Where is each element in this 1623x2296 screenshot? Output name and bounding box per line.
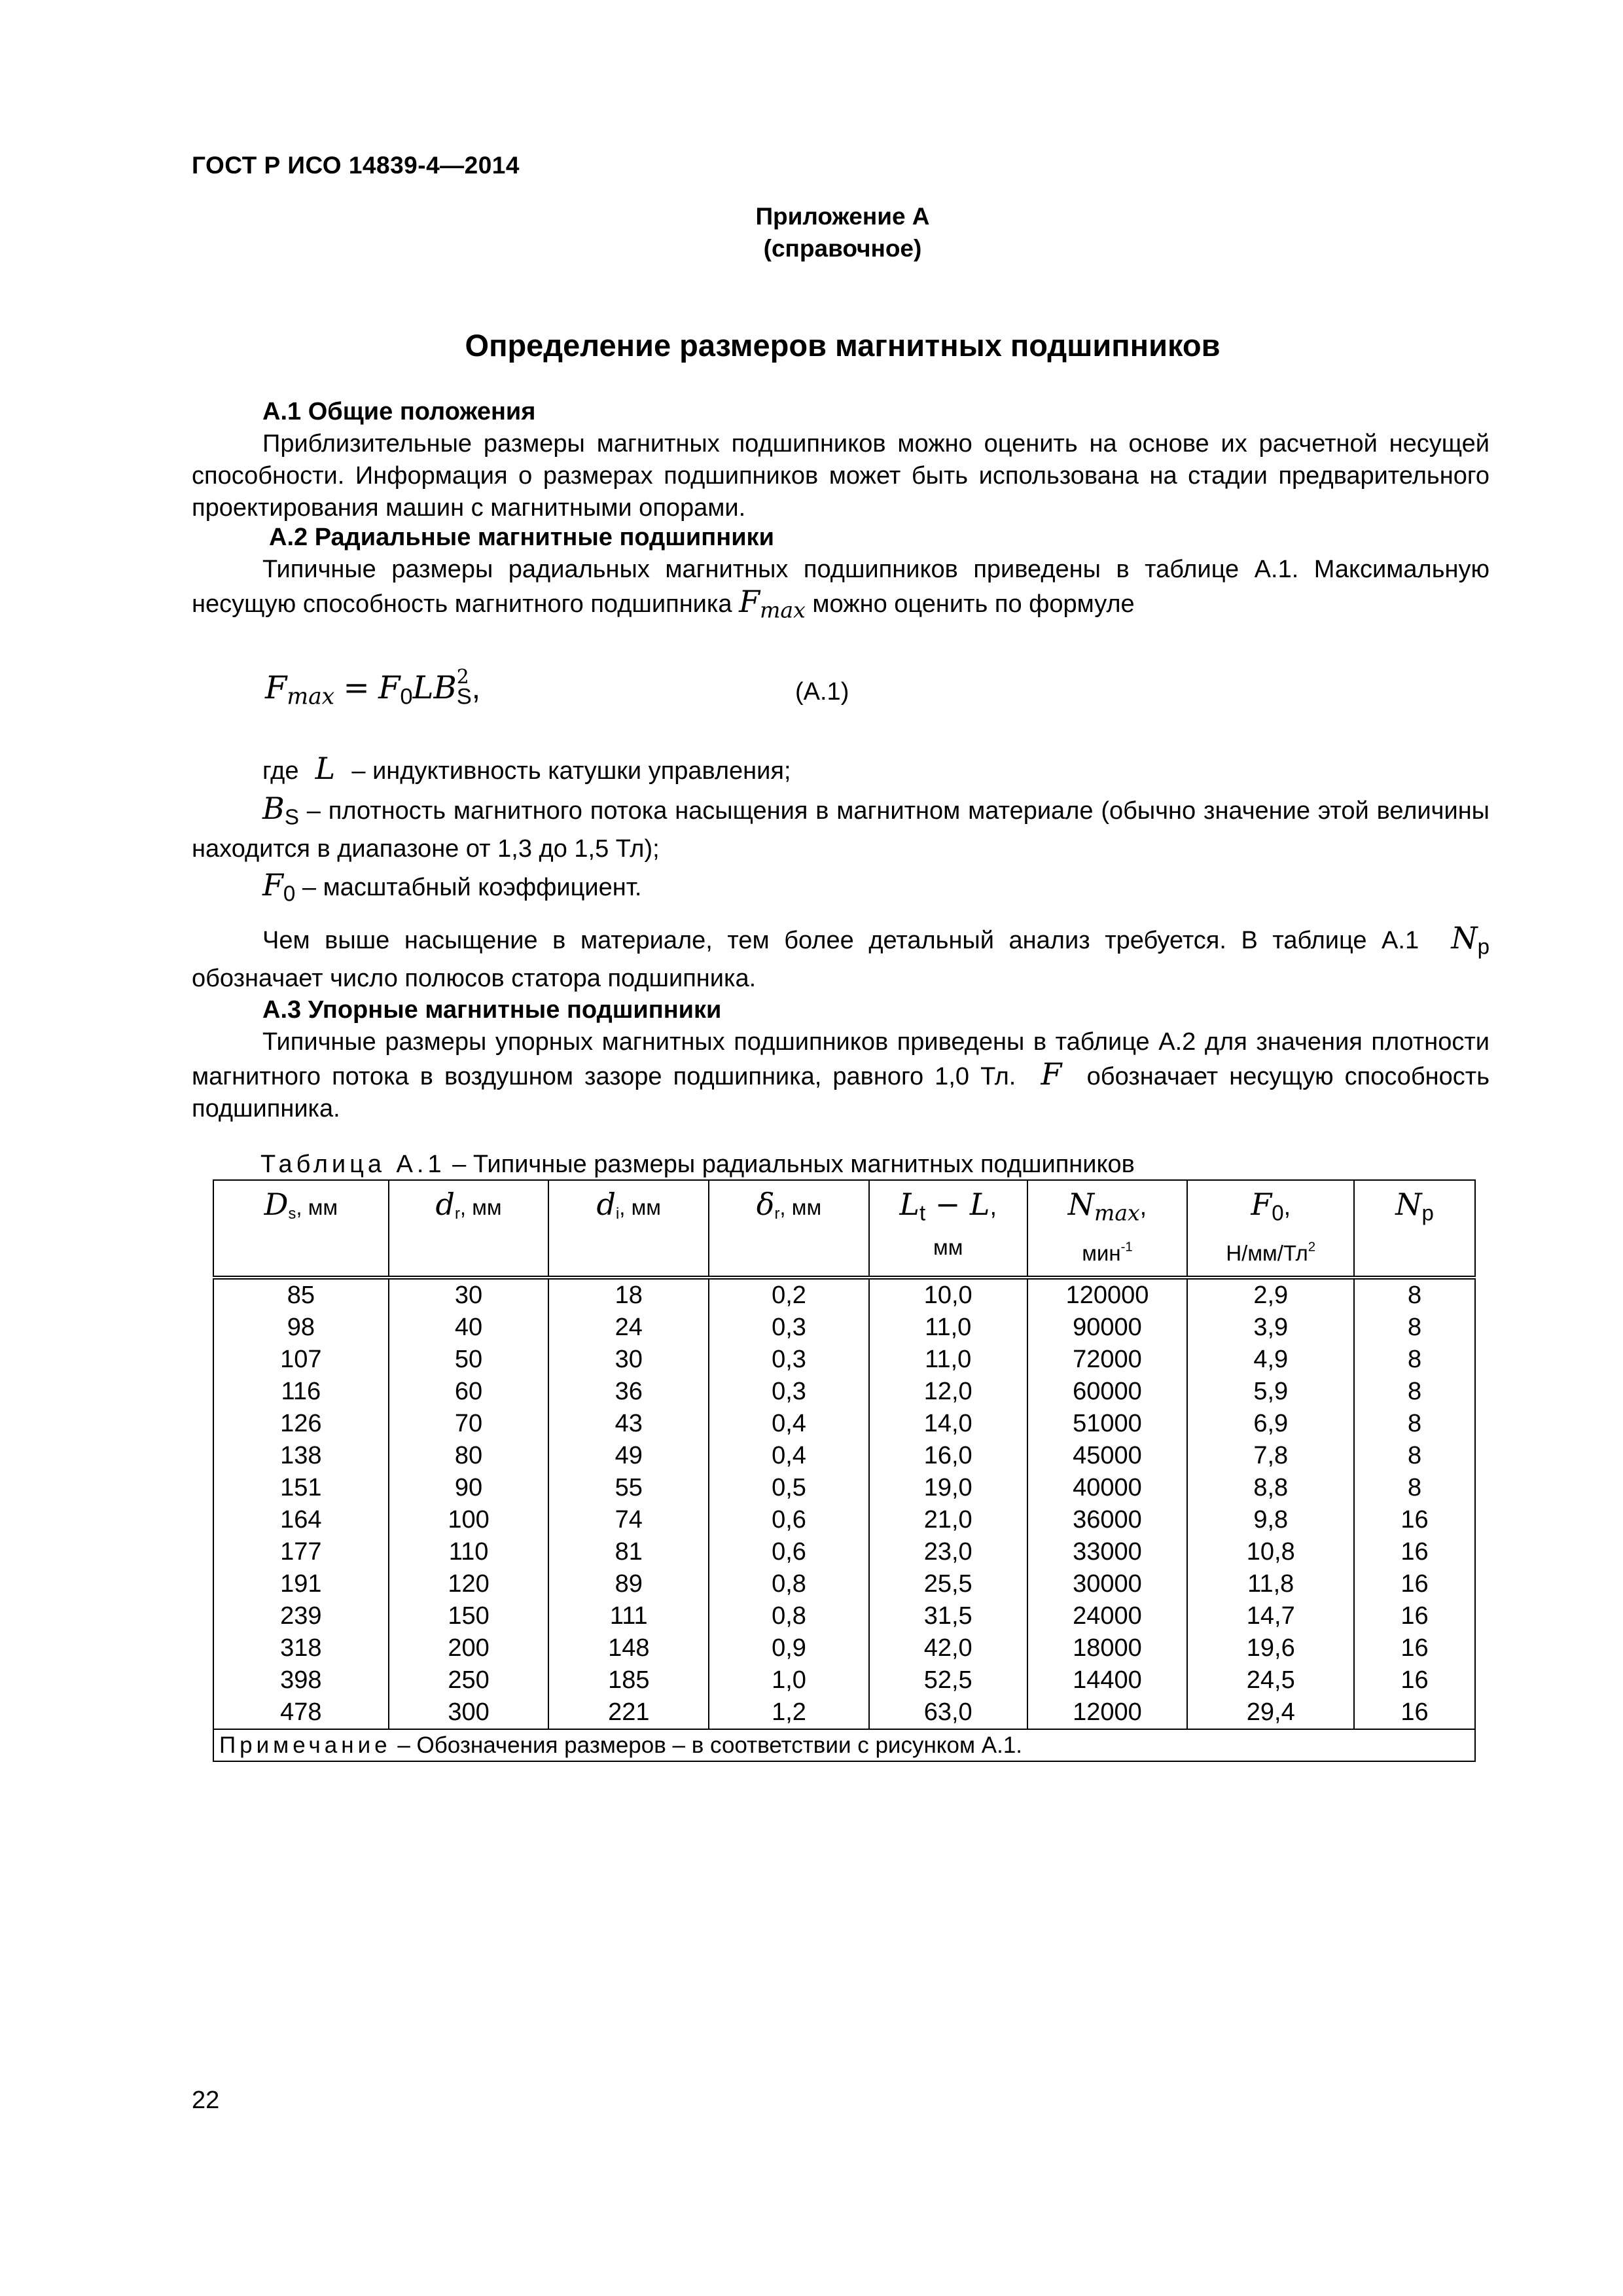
table-cell: 90 <box>389 1472 549 1504</box>
section-a2-text2-after: обозначает число полюсов статора подшипника. <box>192 964 757 992</box>
table-cell: 16 <box>1354 1568 1475 1600</box>
col-ds: $D_s$, мм <box>213 1180 389 1278</box>
table-cell: 0,3 <box>709 1312 869 1344</box>
table-cell: 0,8 <box>709 1600 869 1632</box>
table-cell: 21,0 <box>869 1504 1027 1536</box>
table-cell: 138 <box>213 1440 389 1472</box>
table-cell: 10,0 <box>869 1278 1027 1312</box>
table-cell: 11,0 <box>869 1344 1027 1376</box>
table-cell: 16 <box>1354 1504 1475 1536</box>
table-cell: 12,0 <box>869 1376 1027 1408</box>
table-cell: 52,5 <box>869 1664 1027 1696</box>
table-cell: 6,9 <box>1187 1408 1354 1440</box>
symbol-Np: $N_p$ <box>1433 920 1489 959</box>
table-cell: 14,0 <box>869 1408 1027 1440</box>
table-cell: 239 <box>213 1600 389 1632</box>
table-cell: 55 <box>548 1472 709 1504</box>
table-header-row <box>213 1180 1475 1278</box>
section-a1 <box>192 396 1489 524</box>
table-cell: 18000 <box>1027 1632 1188 1664</box>
table-cell: 1,0 <box>709 1664 869 1696</box>
table-cell: 42,0 <box>869 1632 1027 1664</box>
def-F0-text: – масштабный коэффициент. <box>302 874 642 902</box>
table-row <box>213 1278 1475 1312</box>
table-cell: 16,0 <box>869 1440 1027 1472</box>
table-body <box>213 1278 1475 1729</box>
col-nmax: Nmax, мин$^{-1}$ <box>1027 1180 1188 1278</box>
appendix-title: Приложение А <box>755 203 930 230</box>
table-row <box>213 1376 1475 1408</box>
table-cell: 398 <box>213 1664 389 1696</box>
table-cell: 250 <box>389 1664 549 1696</box>
table-cell: 72000 <box>1027 1344 1188 1376</box>
table-cell: 29,4 <box>1187 1696 1354 1729</box>
table-cell: 8 <box>1354 1376 1475 1408</box>
table-cell: 0,6 <box>709 1536 869 1568</box>
table-row <box>213 1408 1475 1440</box>
table-cell: 8 <box>1354 1472 1475 1504</box>
table-cell: 0,9 <box>709 1632 869 1664</box>
section-a3-text-after: обозначает несущую способность подшипника. <box>192 1063 1489 1122</box>
table-cell: 10,8 <box>1187 1536 1354 1568</box>
table-cell: 18 <box>548 1278 709 1312</box>
table-cell: 14,7 <box>1187 1600 1354 1632</box>
table-cell: 11,0 <box>869 1312 1027 1344</box>
table-cell: 111 <box>548 1600 709 1632</box>
table-cell: 74 <box>548 1504 709 1536</box>
table-cell: 33000 <box>1027 1536 1188 1568</box>
table-cell: 30 <box>548 1344 709 1376</box>
definitions <box>192 753 1489 995</box>
table-cell: 31,5 <box>869 1600 1027 1632</box>
table-cell: 1,2 <box>709 1696 869 1729</box>
table-row <box>213 1344 1475 1376</box>
table-cell: 36000 <box>1027 1504 1188 1536</box>
table-cell: 0,8 <box>709 1568 869 1600</box>
table-cell: 16 <box>1354 1536 1475 1568</box>
table-cell: 9,8 <box>1187 1504 1354 1536</box>
section-a2-text2-before: Чем выше насыщение в материале, тем более детальный анализ требуется. В таблице А.1 <box>262 926 1419 954</box>
table-cell: 200 <box>389 1632 549 1664</box>
table-cell: 221 <box>548 1696 709 1729</box>
table-cell: 16 <box>1354 1664 1475 1696</box>
table-cell: 43 <box>548 1408 709 1440</box>
table-cell: 0,5 <box>709 1472 869 1504</box>
dimensions-table <box>213 1179 1476 1762</box>
table-cell: 50 <box>389 1344 549 1376</box>
table-cell: 8 <box>1354 1344 1475 1376</box>
table-cell: 0,6 <box>709 1504 869 1536</box>
symbol-Bs: $B_S$ <box>262 791 299 830</box>
table-note-row <box>213 1729 1475 1761</box>
table-note: Примечание – Обозначения размеров – в соответствии с рисунком А.1. <box>213 1729 1475 1761</box>
section-a2-heading: А.2 Радиальные магнитные подшипники <box>269 524 774 551</box>
table-cell: 150 <box>389 1600 549 1632</box>
table-row <box>213 1664 1475 1696</box>
table-cell: 24 <box>548 1312 709 1344</box>
col-np: Np <box>1354 1180 1475 1278</box>
symbol-L: L <box>306 751 345 786</box>
table-cell: 80 <box>389 1440 549 1472</box>
table-cell: 8 <box>1354 1278 1475 1312</box>
col-di: $d_i$, мм <box>548 1180 709 1278</box>
table-cell: 318 <box>213 1632 389 1664</box>
section-a2-text <box>192 554 1489 626</box>
table-row <box>213 1536 1475 1568</box>
table-cell: 0,4 <box>709 1408 869 1440</box>
col-f0: F0, $Н/мм/Тл^2$ <box>1187 1180 1354 1278</box>
table-cell: 185 <box>548 1664 709 1696</box>
table-cell: 151 <box>213 1472 389 1504</box>
table-cell: 23,0 <box>869 1536 1027 1568</box>
table-cell: 100 <box>389 1504 549 1536</box>
def-Bs <box>192 793 1489 865</box>
table-row <box>213 1472 1475 1504</box>
table-cell: 4,9 <box>1187 1344 1354 1376</box>
table-cell: 19,6 <box>1187 1632 1354 1664</box>
table-cell: 36 <box>548 1376 709 1408</box>
table-cell: 14400 <box>1027 1664 1188 1696</box>
table-row <box>213 1632 1475 1664</box>
section-a3-heading: А.3 Упорные магнитные подшипники <box>262 996 722 1024</box>
table-cell: 2,9 <box>1187 1278 1354 1312</box>
table-cell: 19,0 <box>869 1472 1027 1504</box>
standard-designation: ГОСТ Р ИСО 14839-4—2014 <box>192 152 520 179</box>
table-cell: 5,9 <box>1187 1376 1354 1408</box>
table-cell: 60 <box>389 1376 549 1408</box>
table-cell: 148 <box>548 1632 709 1664</box>
table-cell: 40 <box>389 1312 549 1344</box>
symbol-fmax: Fmax <box>739 584 806 623</box>
table-cell: 12000 <box>1027 1696 1188 1729</box>
section-a1-text: Приблизительные размеры магнитных подшипников можно оценить на основе их расчетной несущей способности. Информация о размерах подшипников может быть использована на стадии предварительного проектирования машин с магнитными опорами. <box>192 430 1489 522</box>
table-cell: 8 <box>1354 1312 1475 1344</box>
def-F0 <box>192 869 1489 910</box>
table-cell: 40000 <box>1027 1472 1188 1504</box>
table-cell: 478 <box>213 1696 389 1729</box>
table-cell: 16 <box>1354 1632 1475 1664</box>
table-row <box>213 1600 1475 1632</box>
table-cell: 8,8 <box>1187 1472 1354 1504</box>
section-a1-heading: А.1 Общие положения <box>262 398 536 425</box>
table-row <box>213 1312 1475 1344</box>
table-caption-label: Таблица А.1 <box>260 1151 446 1178</box>
table-cell: 16 <box>1354 1696 1475 1729</box>
table-row <box>213 1696 1475 1729</box>
table-row <box>213 1504 1475 1536</box>
table-cell: 164 <box>213 1504 389 1536</box>
table-cell: 49 <box>548 1440 709 1472</box>
table-cell: 98 <box>213 1312 389 1344</box>
section-a3-text <box>192 1026 1489 1125</box>
table-cell: 120 <box>389 1568 549 1600</box>
table-cell: 8 <box>1354 1440 1475 1472</box>
table-caption <box>260 1151 1135 1179</box>
table-caption-text: – Типичные размеры радиальных магнитных подшипников <box>445 1151 1135 1178</box>
table-cell: 11,8 <box>1187 1568 1354 1600</box>
table-cell: 7,8 <box>1187 1440 1354 1472</box>
table-cell: 90000 <box>1027 1312 1188 1344</box>
col-lt: Lt − L, мм <box>869 1180 1027 1278</box>
where-prefix: где <box>262 757 299 785</box>
table-cell: 110 <box>389 1536 549 1568</box>
table-cell: 126 <box>213 1408 389 1440</box>
symbol-F: F <box>1027 1056 1076 1092</box>
table-cell: 0,3 <box>709 1344 869 1376</box>
def-Bs-text: – плотность магнитного потока насыщения в магнитном материале (обычно значение этой величины находится в диапазоне от 1,3 до 1,5 Тл); <box>192 797 1489 863</box>
page-number: 22 <box>192 2087 220 2114</box>
table-cell: 0,3 <box>709 1376 869 1408</box>
table-cell: 116 <box>213 1376 389 1408</box>
table-cell: 45000 <box>1027 1440 1188 1472</box>
table-cell: 24,5 <box>1187 1664 1354 1696</box>
table-cell: 60000 <box>1027 1376 1188 1408</box>
table-row <box>213 1568 1475 1600</box>
table-cell: 30 <box>389 1278 549 1312</box>
table-cell: 107 <box>213 1344 389 1376</box>
def-L <box>192 753 1489 787</box>
appendix-note: (справочное) <box>763 235 922 262</box>
table-cell: 120000 <box>1027 1278 1188 1312</box>
document-title: Определение размеров магнитных подшипников <box>465 328 1221 363</box>
table-cell: 63,0 <box>869 1696 1027 1729</box>
table-cell: 85 <box>213 1278 389 1312</box>
section-a2-text2 <box>192 922 1489 995</box>
section-a2-text-before: Типичные размеры радиальных магнитных подшипников приведены в таблице А.1. Максимальную несущую способность магнитного подшипника <box>192 556 1489 618</box>
section-a2-text-after: можно оценить по формуле <box>812 590 1135 618</box>
table-cell: 177 <box>213 1536 389 1568</box>
symbol-F0: $F_0$ <box>262 867 296 906</box>
table-cell: 3,9 <box>1187 1312 1354 1344</box>
table-cell: 30000 <box>1027 1568 1188 1600</box>
section-a3-text-before: Типичные размеры упорных магнитных подшипников приведены в таблице А.2 для значения плотности магнитного потока в воздушном зазоре подшипника, равного 1,0 Тл. <box>192 1028 1489 1090</box>
formula-a1: $Fmax = F_0LB_S$ 2 , <box>265 666 481 710</box>
table-cell: 0,2 <box>709 1278 869 1312</box>
table-cell: 191 <box>213 1568 389 1600</box>
formula-number: (А.1) <box>795 678 849 706</box>
table-cell: 81 <box>548 1536 709 1568</box>
section-a3 <box>192 994 1489 1125</box>
table-cell: 51000 <box>1027 1408 1188 1440</box>
table-cell: 70 <box>389 1408 549 1440</box>
col-delta: $\delta_r$, мм <box>709 1180 869 1278</box>
def-L-text: – индуктивность катушки управления; <box>351 757 791 785</box>
table-cell: 0,4 <box>709 1440 869 1472</box>
col-dr: $d_r$, мм <box>389 1180 549 1278</box>
table-cell: 300 <box>389 1696 549 1729</box>
table-cell: 25,5 <box>869 1568 1027 1600</box>
table-cell: 89 <box>548 1568 709 1600</box>
section-a2 <box>192 522 1489 626</box>
table-cell: 16 <box>1354 1600 1475 1632</box>
table-cell: 24000 <box>1027 1600 1188 1632</box>
table-cell: 8 <box>1354 1408 1475 1440</box>
table-row <box>213 1440 1475 1472</box>
